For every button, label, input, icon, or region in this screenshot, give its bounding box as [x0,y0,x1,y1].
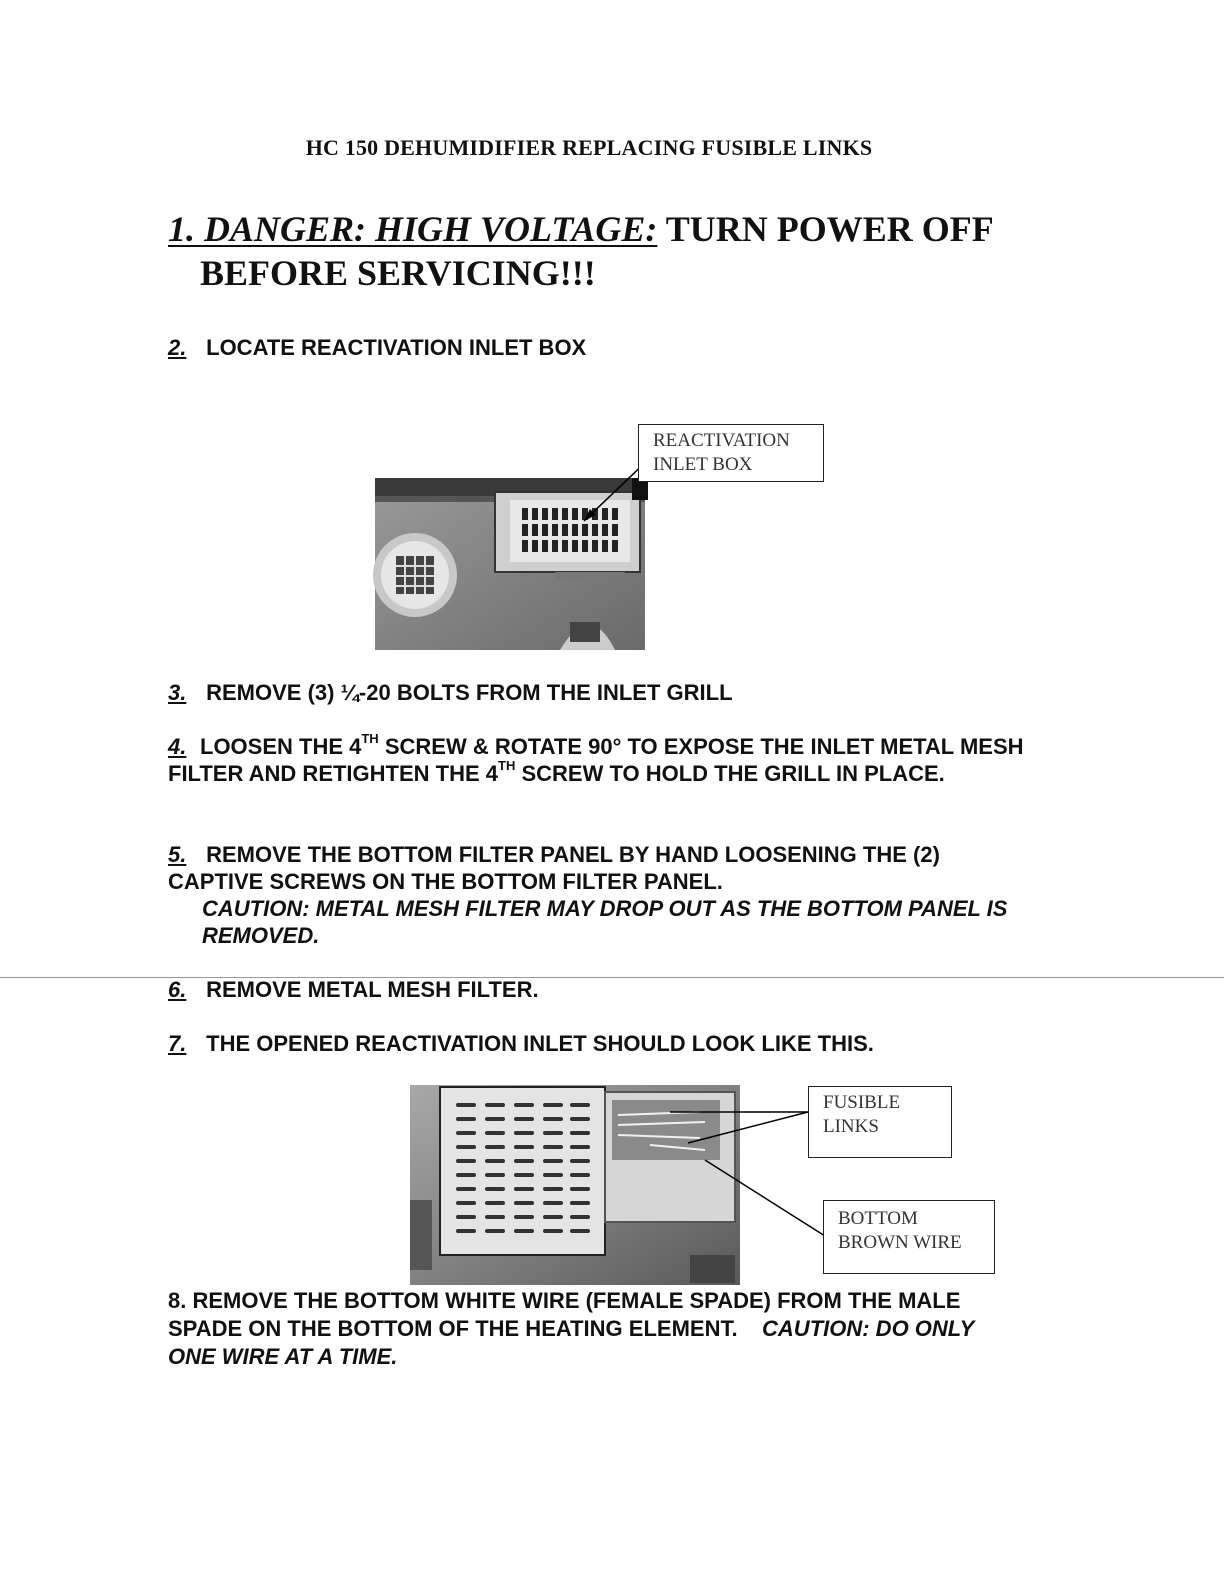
step-number: 3. [168,680,187,705]
callout-line: REACTIVATION [653,430,790,451]
document-title: HC 150 DEHUMIDIFIER REPLACING FUSIBLE LINKS [305,135,873,160]
callout-reactivation-inlet-box [638,424,824,482]
step-3 [168,679,1028,706]
step-7 [168,1030,1028,1057]
reactivation-inlet-photo [373,478,648,650]
step-number: 6. [168,977,187,1002]
step-text: REMOVE METAL MESH FILTER. [206,977,539,1002]
step-text-b: SCREW & ROTATE 90° TO EXPOSE THE INLET METAL MESH FILTER AND RETIGHTEN THE 4 [168,734,1024,786]
step-5 [168,841,1028,949]
step-text: REMOVE THE BOTTOM FILTER PANEL BY HAND LOOSENING THE (2) CAPTIVE SCREWS ON THE BOTTOM FILTER PANEL. [168,842,940,894]
callout-line: BOTTOM [838,1208,918,1229]
callout-bottom-brown-wire [823,1200,995,1274]
step-4 [168,730,1028,787]
arrow-to-brown-wire [705,1160,825,1236]
step-number: 7. [168,1031,187,1056]
step-2 [168,334,1028,361]
danger-text-2: BEFORE SERVICING!!! [200,253,596,293]
arrow-to-fusible-link-2 [688,1112,808,1143]
opened-inlet-photo [410,1085,740,1285]
step-number: 5. [168,842,187,867]
step-number: 2. [168,335,187,360]
step-text: REMOVE (3) ¼-20 BOLTS FROM THE INLET GRILL [206,680,733,705]
step-text: THE OPENED REACTIVATION INLET SHOULD LOOK LIKE THIS. [206,1031,874,1056]
danger-warning [168,207,1068,295]
callout-line: LINKS [823,1116,879,1137]
callout-line: FUSIBLE [823,1092,901,1113]
superscript: TH [361,730,379,746]
superscript: TH [498,757,516,773]
callout-line: INLET BOX [653,454,753,475]
step-text: 8. REMOVE THE BOTTOM WHITE WIRE (FEMALE SPADE) FROM THE MALE SPADE ON THE BOTTOM OF THE HEATING ELEMENT. [168,1288,961,1341]
danger-label: 1. DANGER: HIGH VOLTAGE: [168,209,658,249]
step-6 [168,976,1028,1003]
danger-text-1: TURN POWER OFF [665,209,994,249]
callout-fusible-links [808,1086,952,1158]
step-8 [168,1287,1008,1371]
callout-line: BROWN WIRE [838,1232,962,1253]
step-caution: CAUTION: METAL MESH FILTER MAY DROP OUT AS THE BOTTOM PANEL IS REMOVED. [202,896,1008,948]
step-number: 4. [168,734,187,759]
step-text: LOCATE REACTIVATION INLET BOX [206,335,587,360]
step-text-c: SCREW TO HOLD THE GRILL IN PLACE. [515,761,945,786]
step-caution: CAUTION: DO ONLY ONE WIRE AT A TIME. [168,1316,974,1369]
step-text-a: LOOSEN THE 4 [200,734,362,759]
